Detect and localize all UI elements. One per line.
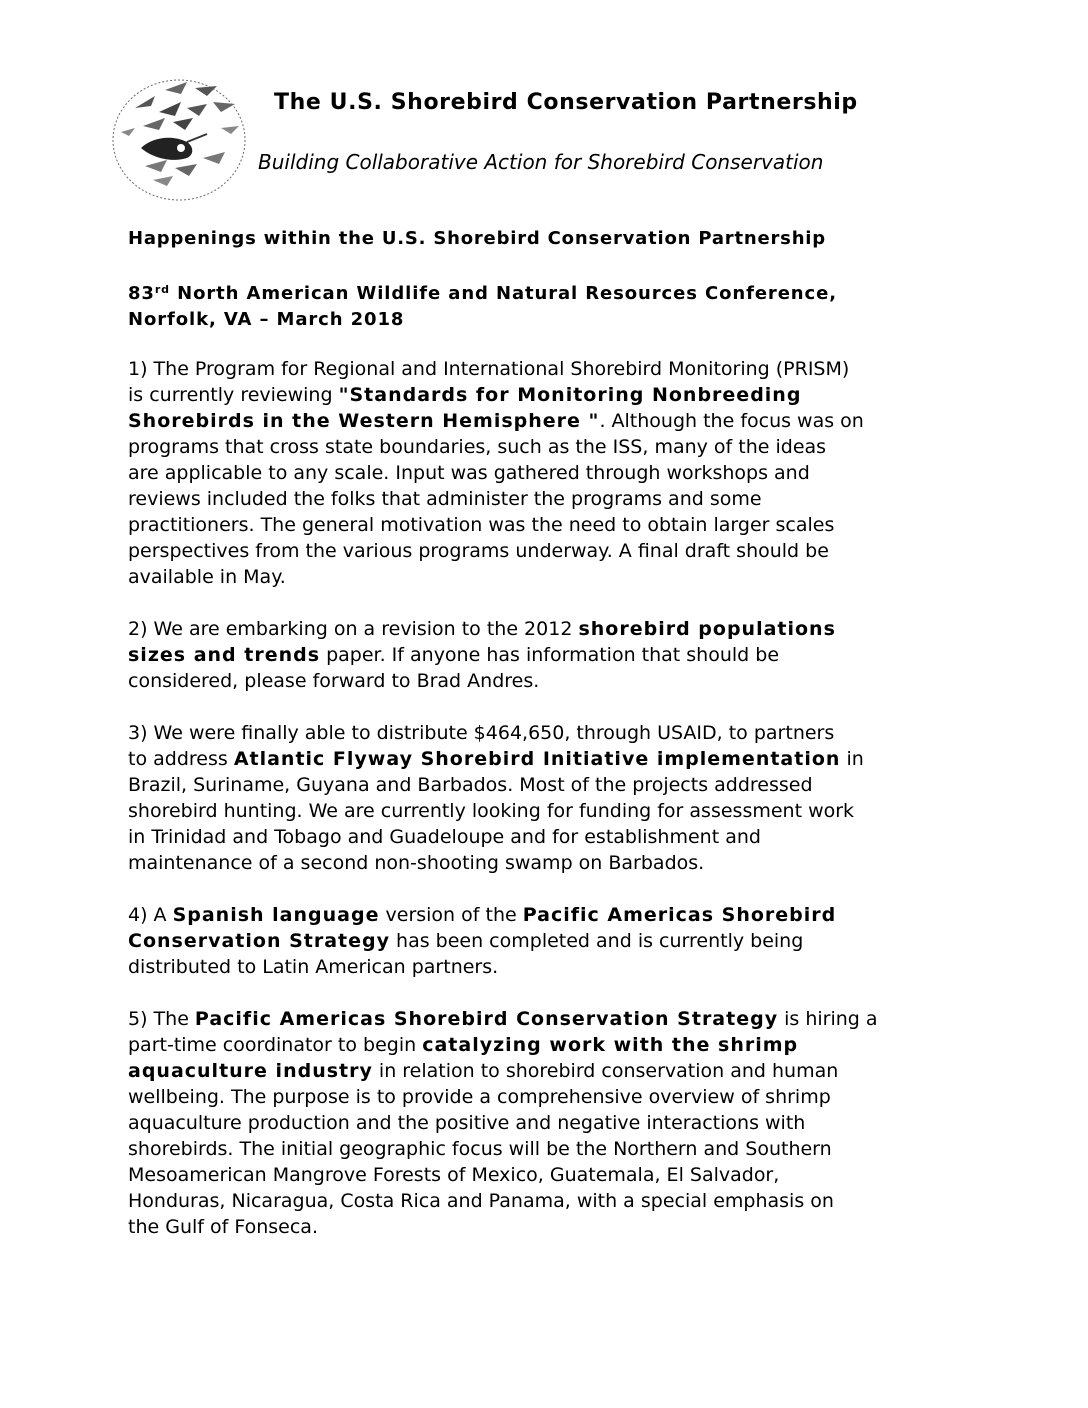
list-item-shrimp-aquaculture: 5) The Pacific Americas Shorebird Conservation Strategy is hiring a part-time coordinator to begin catalyzing work with the shrimp aquaculture industry in relation to shorebird conservation and human wellbeing. The purpose is to provide a comprehensive overview of shrimp aquaculture production and the positive and negative interactions with shorebirds. The initial geographic focus will be the Northern and Southern Mesoamerican Mangrove Forests of Mexico, Guatemala, El Salvador, Honduras, Nicaragua, Costa Rica and Panama, with a special emphasis on the Gulf of Fonseca. xyxy=(128,1008,878,1238)
conference-number: 83 xyxy=(128,283,155,304)
standards-title: "Standards for Monitoring Nonbreeding xyxy=(338,384,802,406)
list-item-prism-standards: 1) The Program for Regional and International Shorebird Monitoring (PRISM) is currently reviewing "Standards for Monitoring Nonbreeding Shorebirds in the Western Hemisphere ". Although the focus was on programs that cross state boundaries, such as the ISS, many of the ideas are applicable to any scale. Input was gathered through workshops and reviews included the folks that administer the programs and some practitioners. The general motivation was the need to obtain larger scales perspectives from the various programs underway. A final draft should be available in May. xyxy=(128,358,864,588)
conference-ordinal: rd xyxy=(154,283,170,296)
list-item-population-revision: 2) We are embarking on a revision to the 2012 shorebird populations sizes and trends paper. If anyone has information that should be considered, please forward to Brad Andres. xyxy=(128,618,836,692)
section-title: Happenings within the U.S. Shorebird Conservation Partnership xyxy=(128,228,826,249)
list-item-atlantic-flyway: 3) We were finally able to distribute $464,650, through USAID, to partners to address Atlantic Flyway Shorebird Initiative implementation in Brazil, Suriname, Guyana and Barbados. Most of the projects addressed shorebird hunting. We are currently looking for funding for assessment work in Trinidad and Tobago and Guadeloupe and for establishment and maintenance of a second non-shooting swamp on Barbados. xyxy=(128,722,864,874)
org-tagline: Building Collaborative Action for Shorebird Conservation xyxy=(258,150,824,174)
conference-heading xyxy=(128,281,1028,333)
conference-name: North American Wildlife and Natural Resources Conference, xyxy=(169,283,837,304)
shorebird-logo-icon xyxy=(95,68,263,208)
org-title: The U.S. Shorebird Conservation Partnership xyxy=(274,90,858,115)
conference-location-date: Norfolk, VA – March 2018 xyxy=(128,309,405,330)
list-item-spanish-version: 4) A Spanish language version of the Pacific Americas Shorebird Conservation Strategy has been completed and is currently being distributed to Latin American partners. xyxy=(128,904,837,978)
happenings-list xyxy=(128,356,988,1266)
